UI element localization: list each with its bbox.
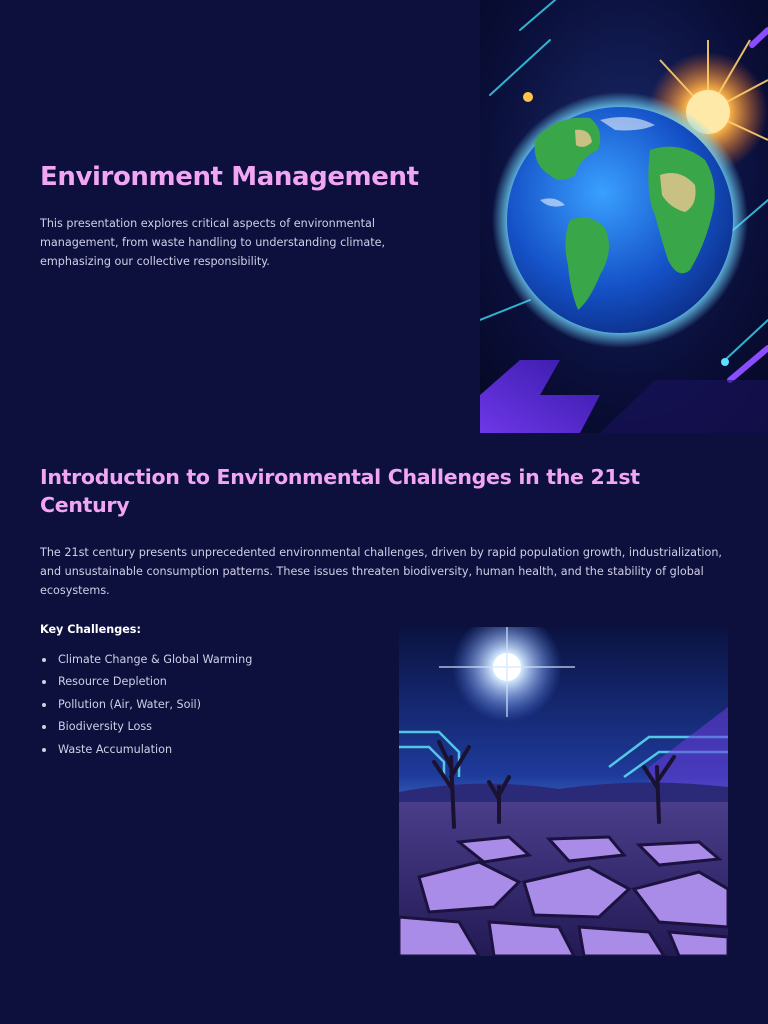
list-item — [40, 716, 252, 738]
key-challenges-list — [40, 649, 252, 761]
key-challenges-heading: Key Challenges: — [40, 623, 141, 636]
bullet-icon — [42, 680, 46, 684]
list-item — [40, 739, 252, 761]
list-item — [40, 694, 252, 716]
intro-section — [0, 433, 768, 1024]
list-item-label: Biodiversity Loss — [58, 720, 152, 734]
hero-description: This presentation explores critical aspects of environmental management, from waste handling to understanding climate, emphasizing our collective responsibility. — [40, 217, 386, 268]
list-item — [40, 671, 252, 693]
bullet-icon — [42, 725, 46, 729]
list-item-label: Climate Change & Global Warming — [58, 653, 253, 666]
bullet-icon — [42, 748, 46, 752]
hero-section — [0, 0, 768, 433]
earth-illustration — [480, 0, 768, 433]
bullet-icon — [42, 658, 46, 662]
list-item — [40, 649, 252, 671]
intro-title: Introduction to Environmental Challenges in the 21st Century — [40, 465, 640, 517]
hero-title: Environment Management — [40, 162, 419, 192]
bullet-icon — [42, 703, 46, 707]
intro-description: The 21st century presents unprecedented environmental challenges, driven by rapid population growth, industrialization, and unsustainable consumption patterns. These issues threaten biodiversity, human health, and the stability of global ecosystems. — [40, 546, 722, 597]
cracked-earth-illustration — [399, 627, 728, 956]
list-item-label: Resource Depletion — [58, 675, 167, 689]
list-item-label: Waste Accumulation — [58, 742, 173, 756]
list-item-label: Pollution (Air, Water, Soil) — [58, 697, 202, 711]
